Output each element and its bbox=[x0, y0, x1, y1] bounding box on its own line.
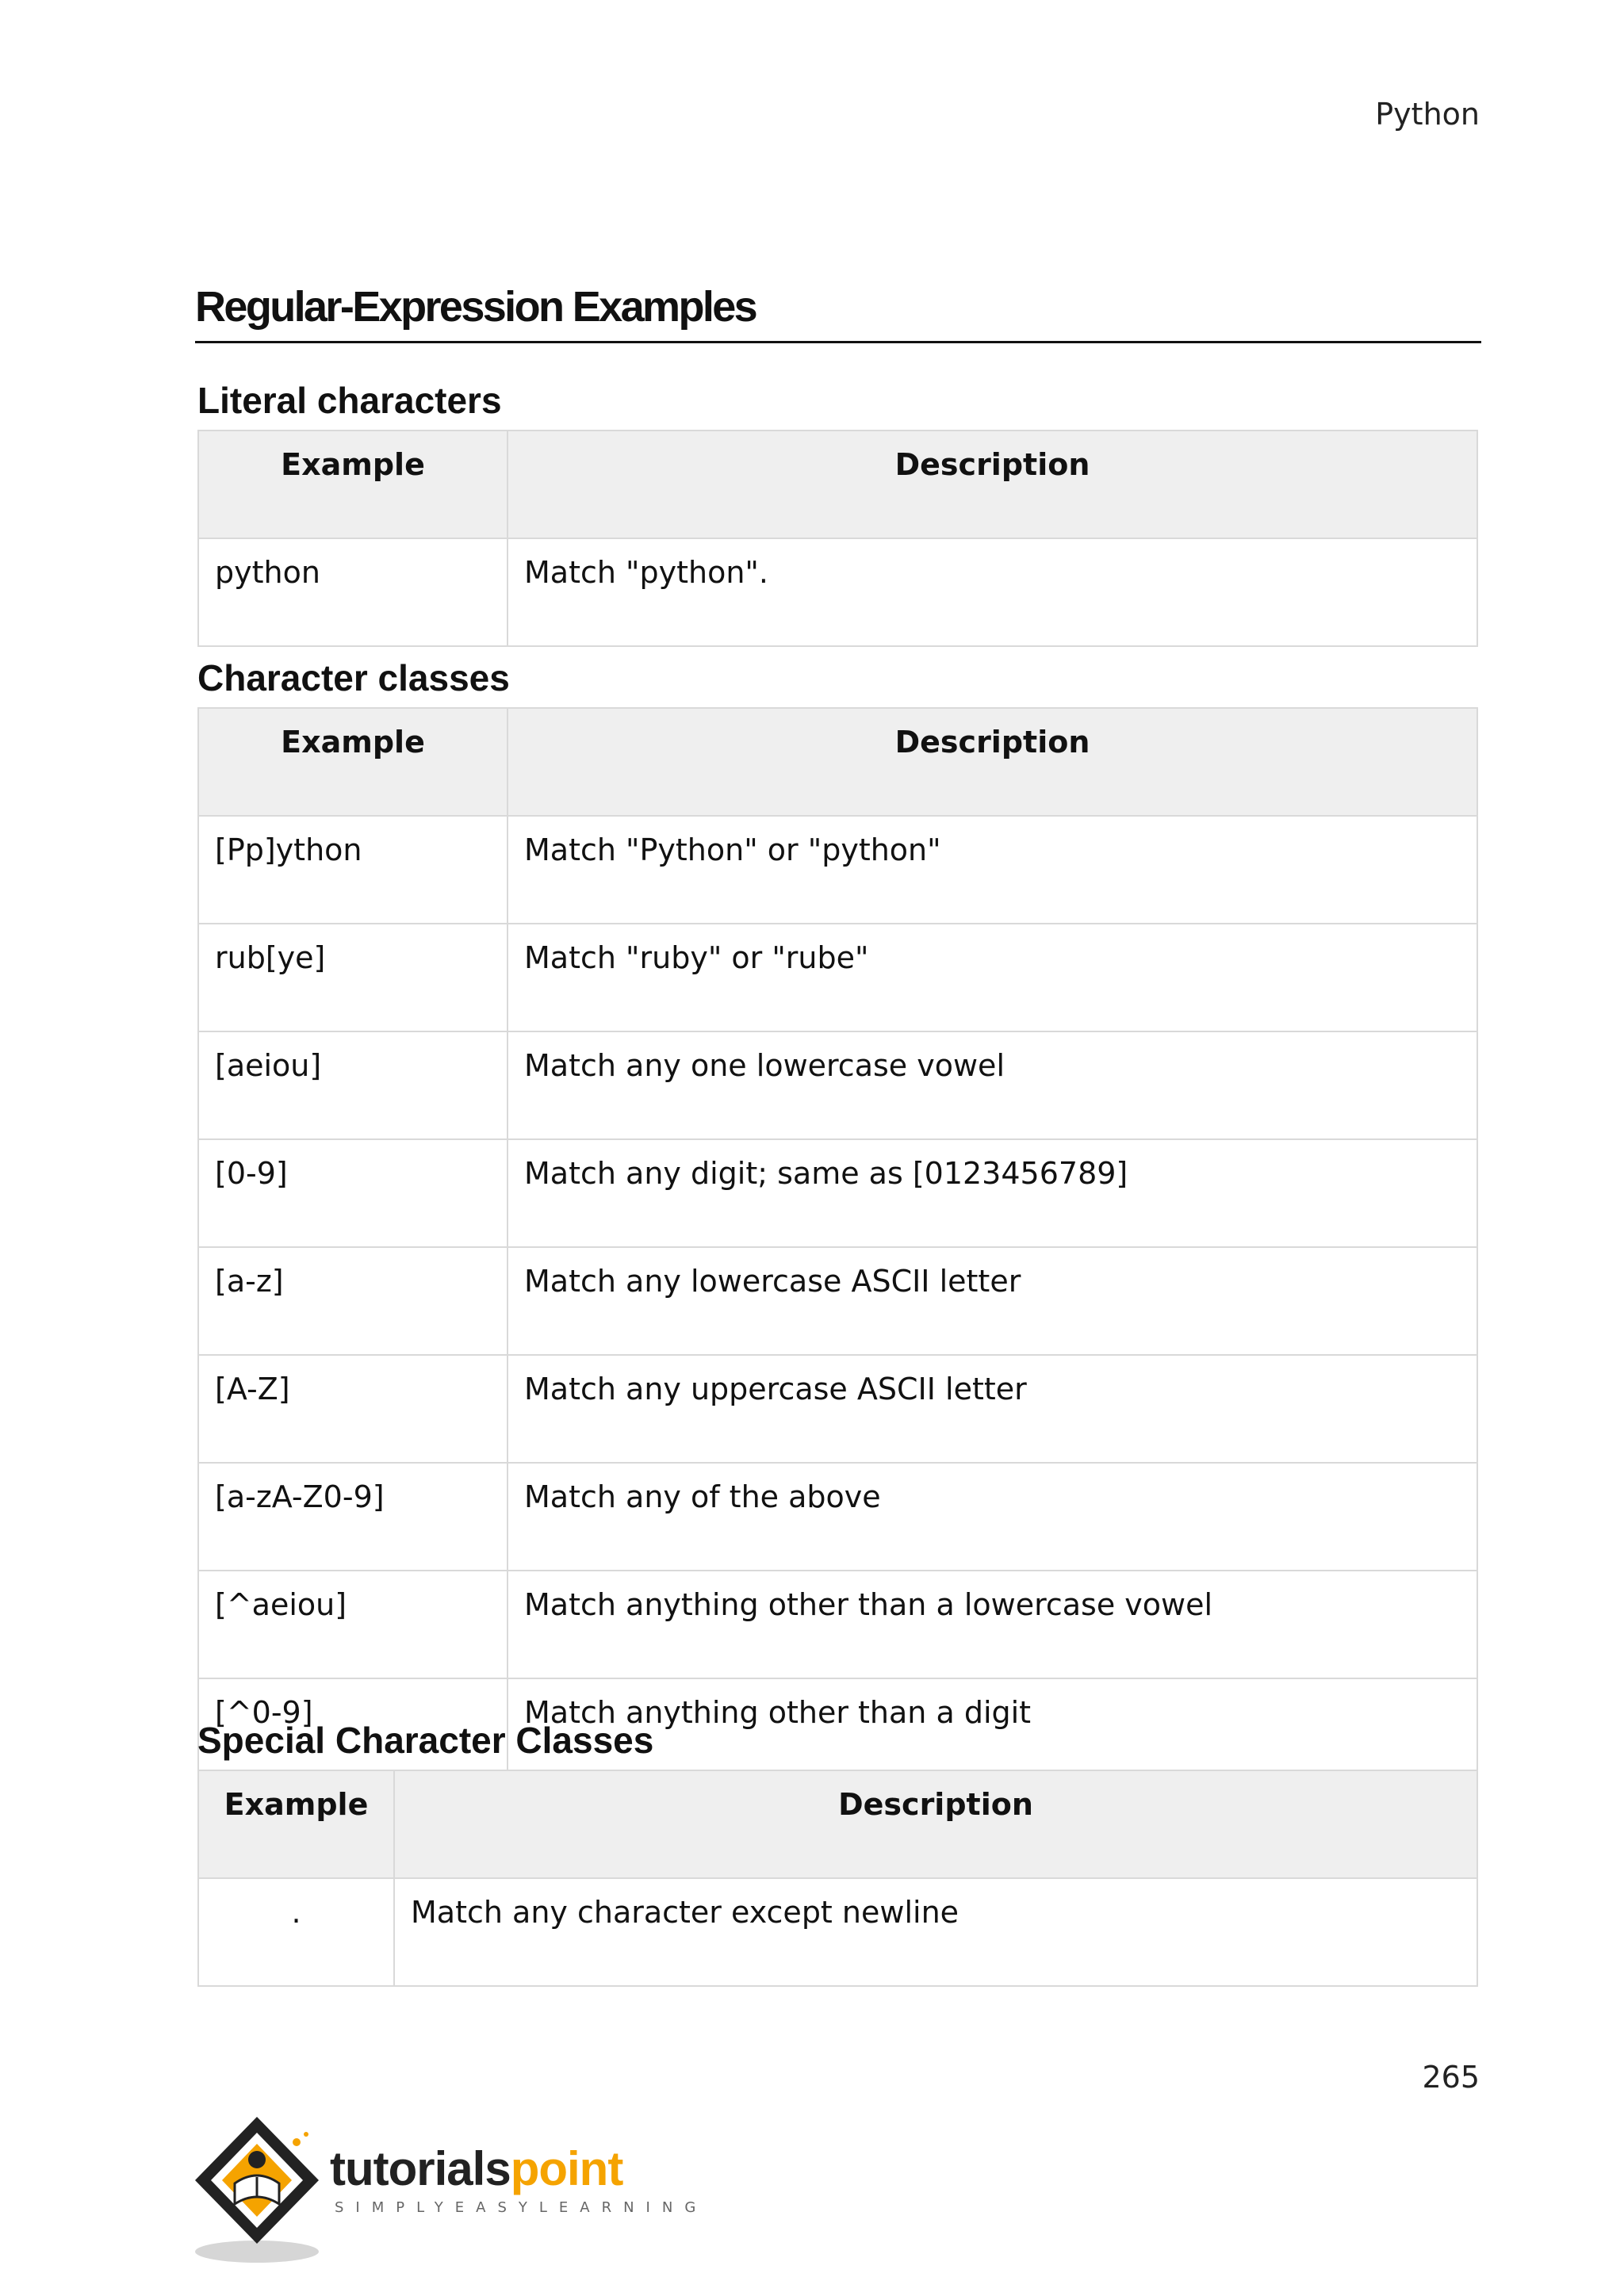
description-cell: Match "Python" or "python" bbox=[508, 816, 1477, 924]
logo-name-dark: tutorials bbox=[330, 2142, 511, 2195]
description-cell: Match anything other than a digit bbox=[508, 1678, 1477, 1786]
table-row bbox=[198, 1031, 1477, 1139]
column-header-example: Example bbox=[198, 1770, 394, 1878]
table-row bbox=[198, 924, 1477, 1031]
column-header-description: Description bbox=[508, 708, 1477, 816]
description-cell: Match any uppercase ASCII letter bbox=[508, 1355, 1477, 1463]
tutorialspoint-logo bbox=[193, 2110, 708, 2269]
table-row bbox=[198, 1878, 1477, 1986]
logo-name-accent: point bbox=[510, 2142, 623, 2195]
description-cell: Match any lowercase ASCII letter bbox=[508, 1247, 1477, 1355]
example-cell: [0-9] bbox=[198, 1139, 508, 1247]
header-title: Python bbox=[1375, 97, 1480, 132]
column-header-description: Description bbox=[394, 1770, 1477, 1878]
column-header-example: Example bbox=[198, 708, 508, 816]
table-row bbox=[198, 538, 1477, 646]
table-row bbox=[198, 1571, 1477, 1678]
description-cell: Match "ruby" or "rube" bbox=[508, 924, 1477, 1031]
description-cell: Match any digit; same as [0123456789] bbox=[508, 1139, 1477, 1247]
table-row bbox=[198, 1355, 1477, 1463]
column-header-example: Example bbox=[198, 430, 508, 538]
special-character-classes-table bbox=[197, 1770, 1478, 1987]
logo-tagline: SIMPLYEASYLEARNING bbox=[335, 2199, 708, 2216]
description-cell: Match any character except newline bbox=[394, 1878, 1477, 1986]
example-cell: [^aeiou] bbox=[198, 1571, 508, 1678]
table-row bbox=[198, 816, 1477, 924]
description-cell: Match "python". bbox=[508, 538, 1477, 646]
page-title: Regular-Expression Examples bbox=[195, 279, 1481, 343]
section-title-character-classes: Character classes bbox=[197, 657, 510, 698]
character-classes-table bbox=[197, 707, 1478, 1787]
logo-mark-icon bbox=[193, 2110, 328, 2269]
example-cell: . bbox=[198, 1878, 394, 1986]
description-cell: Match anything other than a lowercase vowel bbox=[508, 1571, 1477, 1678]
table-header-row bbox=[198, 430, 1477, 538]
description-cell: Match any one lowercase vowel bbox=[508, 1031, 1477, 1139]
table-header-row bbox=[198, 1770, 1477, 1878]
table-row bbox=[198, 1247, 1477, 1355]
example-cell: [Pp]ython bbox=[198, 816, 508, 924]
table-row bbox=[198, 1139, 1477, 1247]
example-cell: [a-z] bbox=[198, 1247, 508, 1355]
table-header-row bbox=[198, 708, 1477, 816]
example-cell: [A-Z] bbox=[198, 1355, 508, 1463]
example-cell: python bbox=[198, 538, 508, 646]
example-cell: rub[ye] bbox=[198, 924, 508, 1031]
description-cell: Match any of the above bbox=[508, 1463, 1477, 1571]
page-number: 265 bbox=[1422, 2060, 1480, 2095]
literal-characters-table bbox=[197, 430, 1478, 647]
table-row bbox=[198, 1463, 1477, 1571]
section-title-special-character-classes: Special Character Classes bbox=[197, 1720, 654, 1761]
example-cell: [aeiou] bbox=[198, 1031, 508, 1139]
column-header-description: Description bbox=[508, 430, 1477, 538]
example-cell: [^0-9] bbox=[198, 1678, 508, 1786]
section-title-literal: Literal characters bbox=[197, 380, 502, 421]
example-cell: [a-zA-Z0-9] bbox=[198, 1463, 508, 1571]
